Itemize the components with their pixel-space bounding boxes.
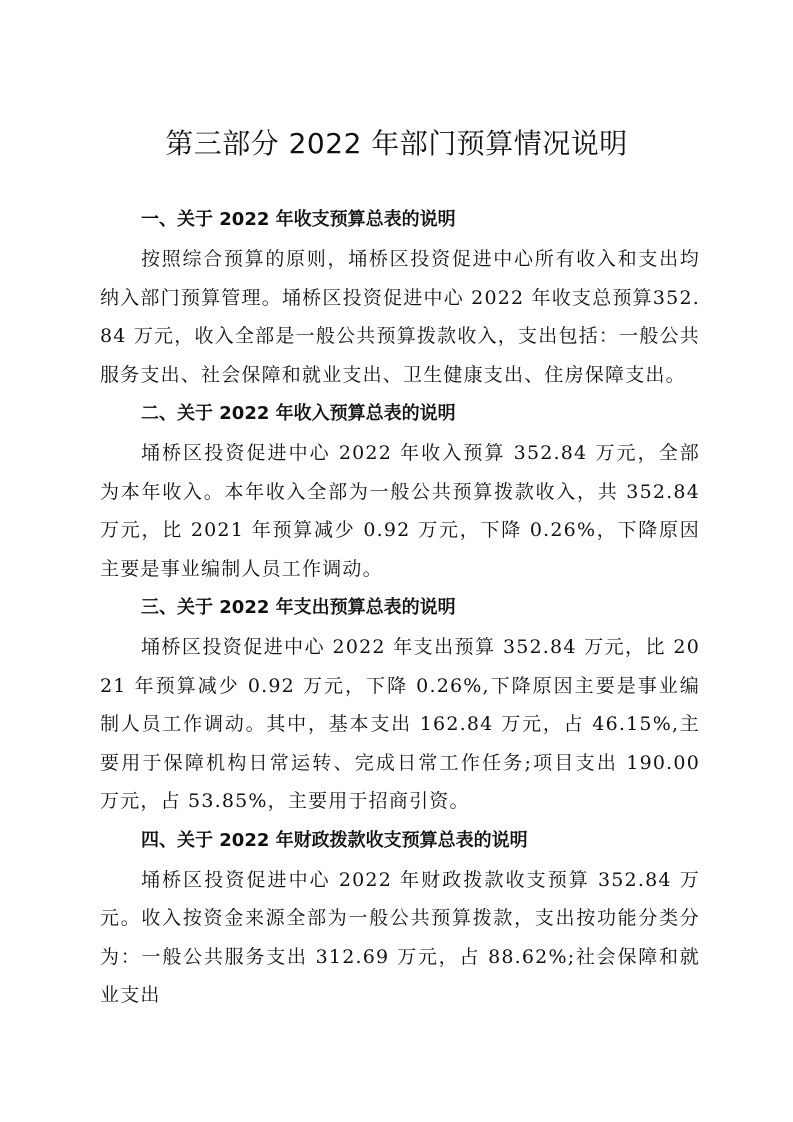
- document-body: [100, 200, 700, 1015]
- section-paragraph: 埇桥区投资促进中心 2022 年财政拨款收支预算 352.84 万元。收入按资金来源全部为一般公共预算拨款，支出按功能分类分为：一般公共服务支出 312.69 万元，占 88.62%;社会保障和就业支出: [100, 868, 700, 1006]
- section-income-budget: [100, 394, 700, 588]
- section-heading: 二、关于 2022 年收入预算总表的说明: [141, 403, 456, 424]
- section-paragraph: 埇桥区投资促进中心 2022 年收入预算 352.84 万元，全部为本年收入。本年收入全部为一般公共预算拨款收入，共 352.84 万元，比 2021 年预算减少 0.92 万元，下降 0.26%，下降原因主要是事业编制人员工作调动。: [100, 442, 700, 580]
- section-paragraph: 按照综合预算的原则，埇桥区投资促进中心所有收入和支出均纳入部门预算管理。埇桥区投资促进中心 2022 年收支总预算352.84 万元，收入全部是一般公共预算拨款收入，支出包括：一般公共服务支出、社会保障和就业支出、卫生健康支出、住房保障支出。: [100, 248, 700, 386]
- section-paragraph: 埇桥区投资促进中心 2022 年支出预算 352.84 万元，比 2021 年预算减少 0.92 万元，下降 0.26%,下降原因主要是事业编制人员工作调动。其中，基本支出 162.84 万元，占 46.15%,主要用于保障机构日常运转、完成日常工作任务;项目支出 190.00 万元，占 53.85%，主要用于招商引资。: [100, 636, 700, 812]
- section-heading: 三、关于 2022 年支出预算总表的说明: [141, 597, 456, 618]
- section-heading: 一、关于 2022 年收支预算总表的说明: [141, 209, 456, 230]
- section-income-expenditure-summary: [100, 200, 700, 394]
- section-expenditure-budget: [100, 588, 700, 821]
- section-heading: 四、关于 2022 年财政拨款收支预算总表的说明: [141, 829, 528, 851]
- section-fiscal-appropriation: [100, 821, 700, 1015]
- page-title: 第三部分 2022 年部门预算情况说明: [165, 127, 628, 160]
